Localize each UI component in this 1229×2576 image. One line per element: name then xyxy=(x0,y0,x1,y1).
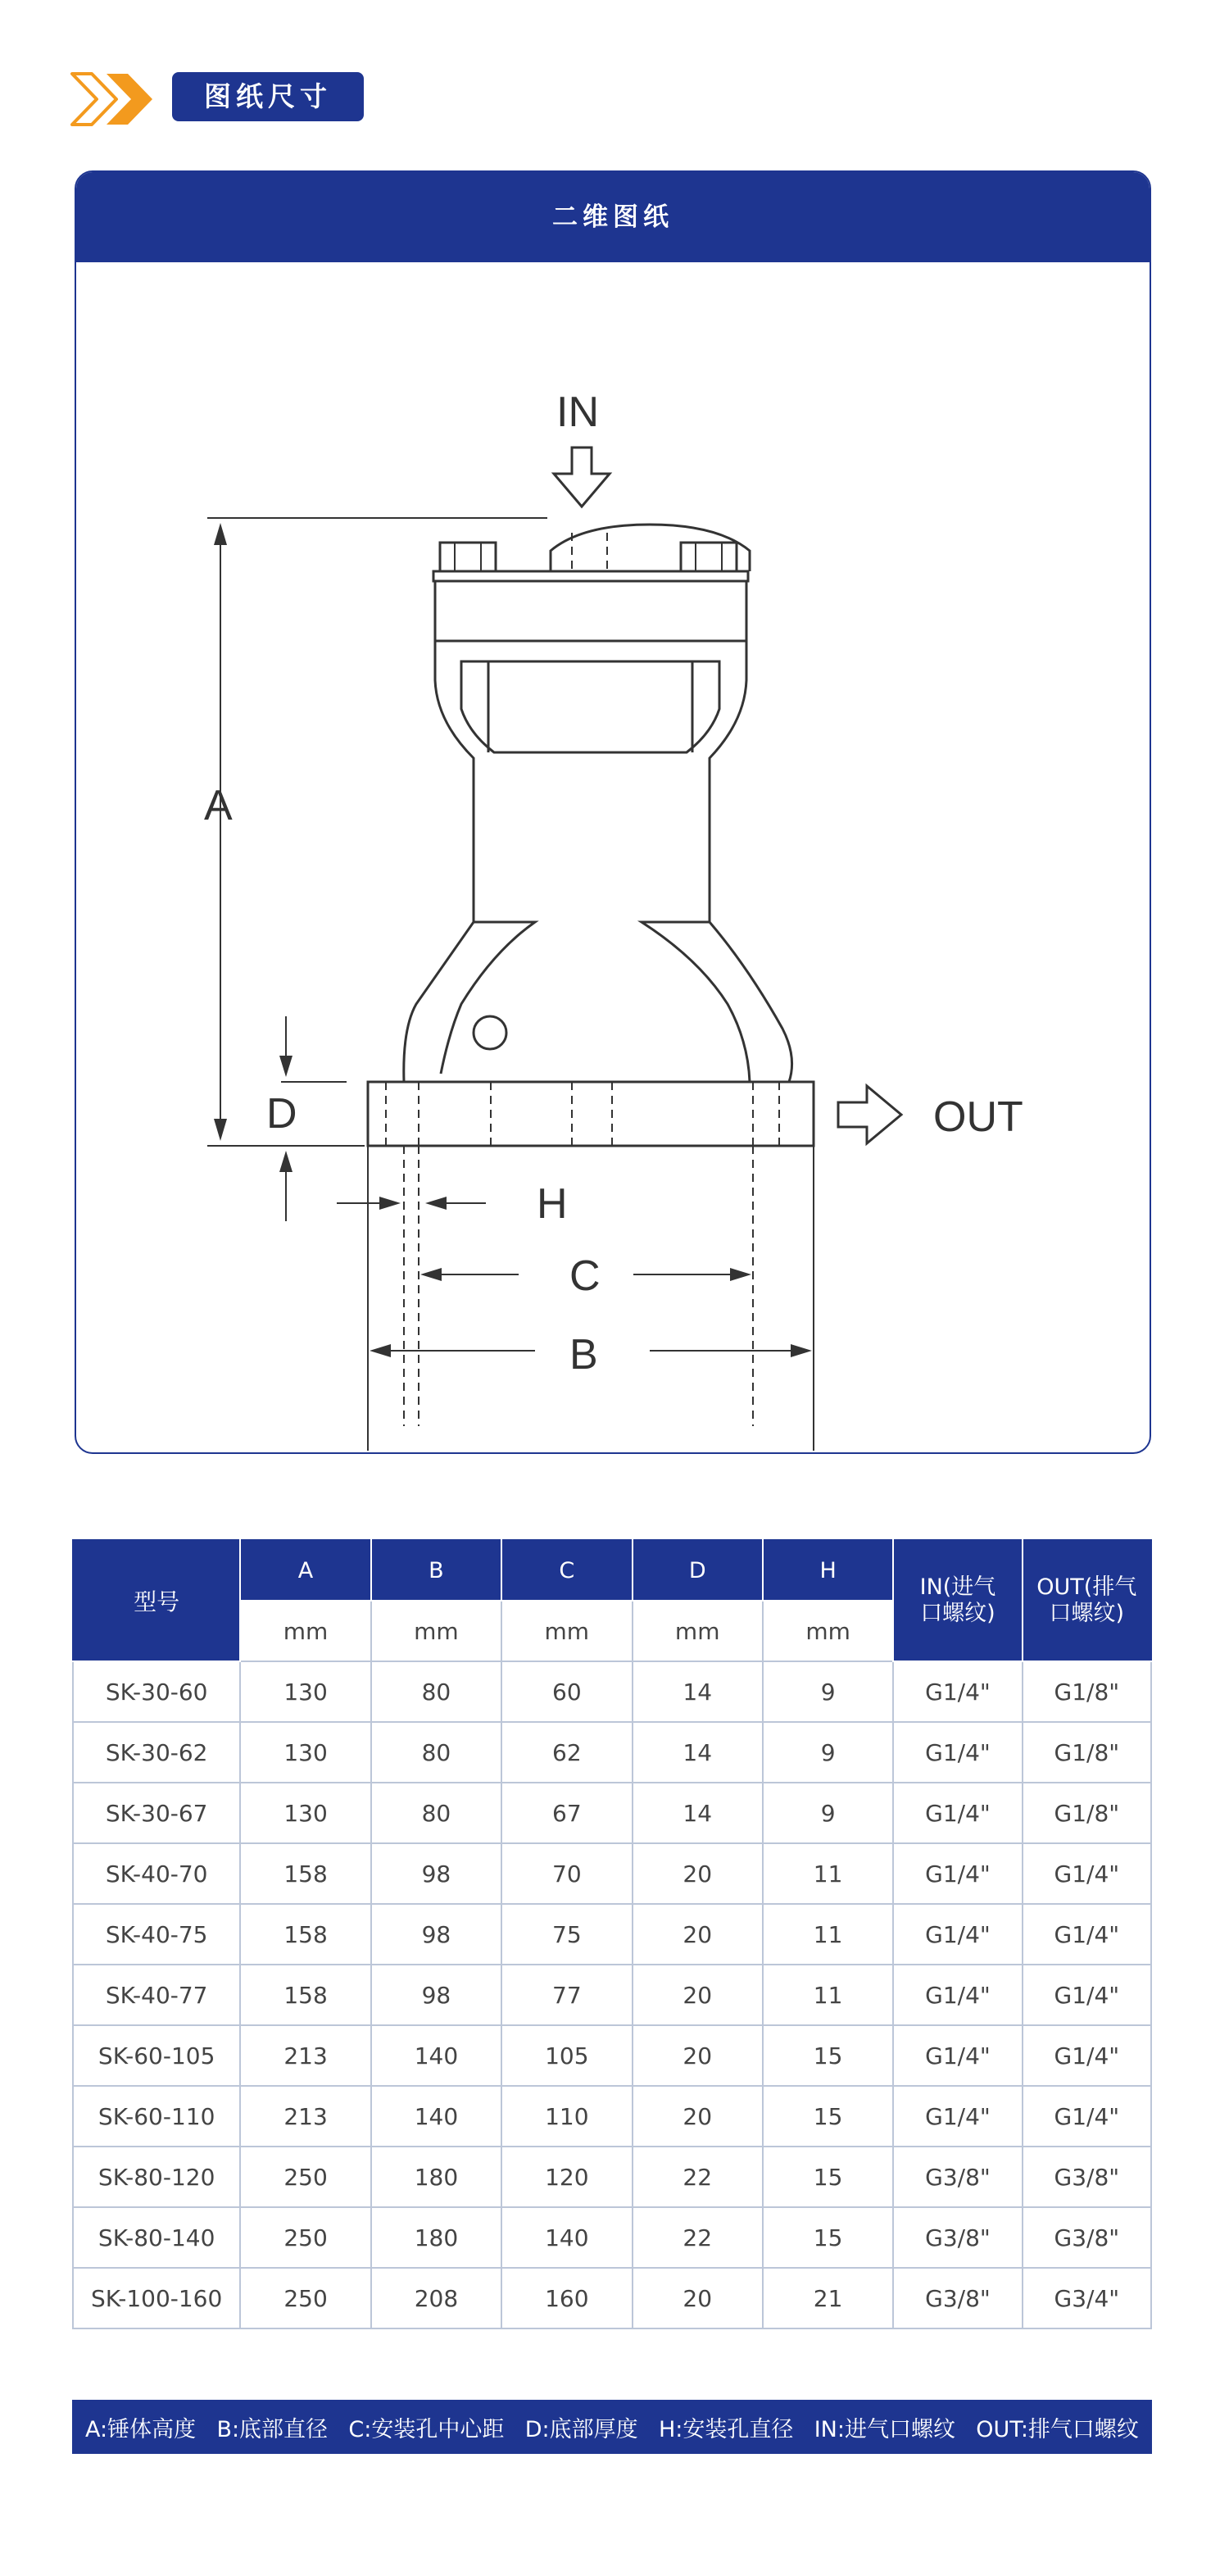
unit-h: mm xyxy=(763,1601,893,1661)
left-bolt xyxy=(440,543,496,571)
header-out xyxy=(1023,1540,1151,1661)
right-bolt xyxy=(681,543,737,571)
cell-out: G1/4" xyxy=(1023,1843,1151,1904)
cell-model: SK-40-75 xyxy=(73,1904,240,1965)
cell-out: G1/8" xyxy=(1023,1722,1151,1783)
section-header xyxy=(70,72,382,126)
label-out: OUT xyxy=(933,1093,1023,1141)
cell-in: G3/8" xyxy=(893,2147,1022,2207)
cell-a: 250 xyxy=(240,2268,370,2328)
cell-d: 20 xyxy=(633,1843,763,1904)
cell-h: 21 xyxy=(763,2268,893,2328)
cell-b: 140 xyxy=(371,2025,501,2086)
header-out-line1: OUT(排气 xyxy=(1036,1574,1137,1600)
cell-b: 98 xyxy=(371,1843,501,1904)
cell-a: 158 xyxy=(240,1965,370,2025)
base-plate xyxy=(368,1082,814,1146)
cell-c: 77 xyxy=(501,1965,632,2025)
cell-model: SK-80-120 xyxy=(73,2147,240,2207)
cell-c: 120 xyxy=(501,2147,632,2207)
cell-in: G1/4" xyxy=(893,1965,1022,2025)
table-row xyxy=(73,2025,1151,2086)
window xyxy=(461,661,719,752)
table-row xyxy=(73,1722,1151,1783)
header-h: H xyxy=(763,1540,893,1601)
cell-out: G3/4" xyxy=(1023,2268,1151,2328)
header-model: 型号 xyxy=(73,1540,240,1661)
top-plate xyxy=(433,571,748,581)
cell-h: 15 xyxy=(763,2207,893,2268)
cell-out: G3/8" xyxy=(1023,2147,1151,2207)
cell-c: 160 xyxy=(501,2268,632,2328)
header-d: D xyxy=(633,1540,763,1601)
cell-d: 14 xyxy=(633,1661,763,1722)
cell-in: G1/4" xyxy=(893,1783,1022,1843)
label-in: IN xyxy=(556,388,599,436)
cell-d: 20 xyxy=(633,2086,763,2147)
cell-model: SK-30-67 xyxy=(73,1783,240,1843)
cell-c: 110 xyxy=(501,2086,632,2147)
cell-h: 9 xyxy=(763,1661,893,1722)
cell-d: 14 xyxy=(633,1722,763,1783)
table-row xyxy=(73,1783,1151,1843)
cell-out: G1/8" xyxy=(1023,1661,1151,1722)
cell-h: 9 xyxy=(763,1783,893,1843)
table-row xyxy=(73,1965,1151,2025)
unit-b: mm xyxy=(371,1601,501,1661)
cell-h: 15 xyxy=(763,2086,893,2147)
top-dome xyxy=(551,525,750,571)
legend-item-b: B:底部直径 xyxy=(216,2416,329,2442)
cell-b: 98 xyxy=(371,1965,501,2025)
cell-a: 250 xyxy=(240,2147,370,2207)
cell-in: G1/4" xyxy=(893,1722,1022,1783)
spec-table xyxy=(72,1539,1152,2329)
cell-d: 20 xyxy=(633,2268,763,2328)
label-c: C xyxy=(569,1252,601,1300)
cell-in: G1/4" xyxy=(893,2086,1022,2147)
cell-out: G1/4" xyxy=(1023,1965,1151,2025)
cell-model: SK-30-62 xyxy=(73,1722,240,1783)
header-a: A xyxy=(240,1540,370,1601)
legend-item-out: OUT:排气口螺纹 xyxy=(976,2416,1139,2442)
cell-b: 140 xyxy=(371,2086,501,2147)
double-chevron-icon xyxy=(70,72,161,126)
header-out-line2: 口螺纹) xyxy=(1049,1601,1125,1626)
cell-c: 75 xyxy=(501,1904,632,1965)
header-in xyxy=(893,1540,1022,1661)
header-c: C xyxy=(501,1540,632,1601)
legend-bar xyxy=(72,2400,1152,2454)
cell-b: 180 xyxy=(371,2207,501,2268)
cell-out: G3/8" xyxy=(1023,2207,1151,2268)
cell-model: SK-40-70 xyxy=(73,1843,240,1904)
header-b: B xyxy=(371,1540,501,1601)
cell-in: G1/4" xyxy=(893,1904,1022,1965)
cell-h: 11 xyxy=(763,1843,893,1904)
cell-a: 213 xyxy=(240,2025,370,2086)
cell-out: G1/4" xyxy=(1023,2025,1151,2086)
cell-out: G1/4" xyxy=(1023,1904,1151,1965)
cell-h: 9 xyxy=(763,1722,893,1783)
legend-item-in: IN:进气口螺纹 xyxy=(814,2416,955,2442)
unit-c: mm xyxy=(501,1601,632,1661)
cell-in: G1/4" xyxy=(893,1661,1022,1722)
table-row xyxy=(73,2268,1151,2328)
legend-item-a: A:锤体高度 xyxy=(85,2416,197,2442)
cell-h: 15 xyxy=(763,2147,893,2207)
cell-c: 70 xyxy=(501,1843,632,1904)
cell-c: 67 xyxy=(501,1783,632,1843)
unit-d: mm xyxy=(633,1601,763,1661)
table-row xyxy=(73,2207,1151,2268)
cell-out: G1/8" xyxy=(1023,1783,1151,1843)
cell-b: 208 xyxy=(371,2268,501,2328)
cell-in: G3/8" xyxy=(893,2207,1022,2268)
out-arrow xyxy=(838,1086,901,1143)
cell-in: G1/4" xyxy=(893,1843,1022,1904)
cell-a: 130 xyxy=(240,1661,370,1722)
legend-item-d: D:底部厚度 xyxy=(524,2416,638,2442)
cell-d: 20 xyxy=(633,1965,763,2025)
cell-b: 80 xyxy=(371,1783,501,1843)
cell-h: 15 xyxy=(763,2025,893,2086)
cell-c: 62 xyxy=(501,1722,632,1783)
cell-model: SK-60-105 xyxy=(73,2025,240,2086)
cell-d: 14 xyxy=(633,1783,763,1843)
right-arm xyxy=(642,922,792,1082)
cell-model: SK-30-60 xyxy=(73,1661,240,1722)
cell-d: 20 xyxy=(633,1904,763,1965)
left-arm xyxy=(404,922,535,1082)
cell-model: SK-80-140 xyxy=(73,2207,240,2268)
card-title: 二维图纸 xyxy=(76,172,1150,262)
cell-c: 140 xyxy=(501,2207,632,2268)
cell-model: SK-100-160 xyxy=(73,2268,240,2328)
cell-d: 22 xyxy=(633,2207,763,2268)
cell-a: 130 xyxy=(240,1783,370,1843)
cell-out: G1/4" xyxy=(1023,2086,1151,2147)
technical-drawing xyxy=(76,262,1150,1451)
cell-c: 60 xyxy=(501,1661,632,1722)
table-row xyxy=(73,2086,1151,2147)
cell-d: 22 xyxy=(633,2147,763,2207)
legend-item-c: C:安装孔中心距 xyxy=(348,2416,505,2442)
table-row xyxy=(73,2147,1151,2207)
table-row xyxy=(73,1843,1151,1904)
cell-c: 105 xyxy=(501,2025,632,2086)
cell-in: G3/8" xyxy=(893,2268,1022,2328)
side-hole xyxy=(474,1016,506,1049)
cell-b: 80 xyxy=(371,1722,501,1783)
cell-model: SK-40-77 xyxy=(73,1965,240,2025)
legend-item-h: H:安装孔直径 xyxy=(658,2416,794,2442)
table-row xyxy=(73,1904,1151,1965)
cell-a: 250 xyxy=(240,2207,370,2268)
spec-table-body xyxy=(73,1661,1151,2328)
header-in-line1: IN(进气 xyxy=(919,1574,996,1600)
cell-b: 80 xyxy=(371,1661,501,1722)
header-in-line2: 口螺纹) xyxy=(920,1601,995,1626)
cell-h: 11 xyxy=(763,1965,893,2025)
cell-a: 158 xyxy=(240,1904,370,1965)
drawing-card xyxy=(75,170,1151,1454)
cell-h: 11 xyxy=(763,1904,893,1965)
cell-d: 20 xyxy=(633,2025,763,2086)
section-title: 图纸尺寸 xyxy=(172,72,364,121)
table-row xyxy=(73,1661,1151,1722)
label-d: D xyxy=(266,1090,297,1138)
cell-a: 158 xyxy=(240,1843,370,1904)
cell-model: SK-60-110 xyxy=(73,2086,240,2147)
cell-b: 98 xyxy=(371,1904,501,1965)
label-h: H xyxy=(537,1180,568,1228)
cell-b: 180 xyxy=(371,2147,501,2207)
cell-a: 130 xyxy=(240,1722,370,1783)
cell-a: 213 xyxy=(240,2086,370,2147)
unit-a: mm xyxy=(240,1601,370,1661)
label-b: B xyxy=(569,1331,598,1379)
cell-in: G1/4" xyxy=(893,2025,1022,2086)
label-a: A xyxy=(204,782,233,829)
in-arrow xyxy=(554,448,610,507)
